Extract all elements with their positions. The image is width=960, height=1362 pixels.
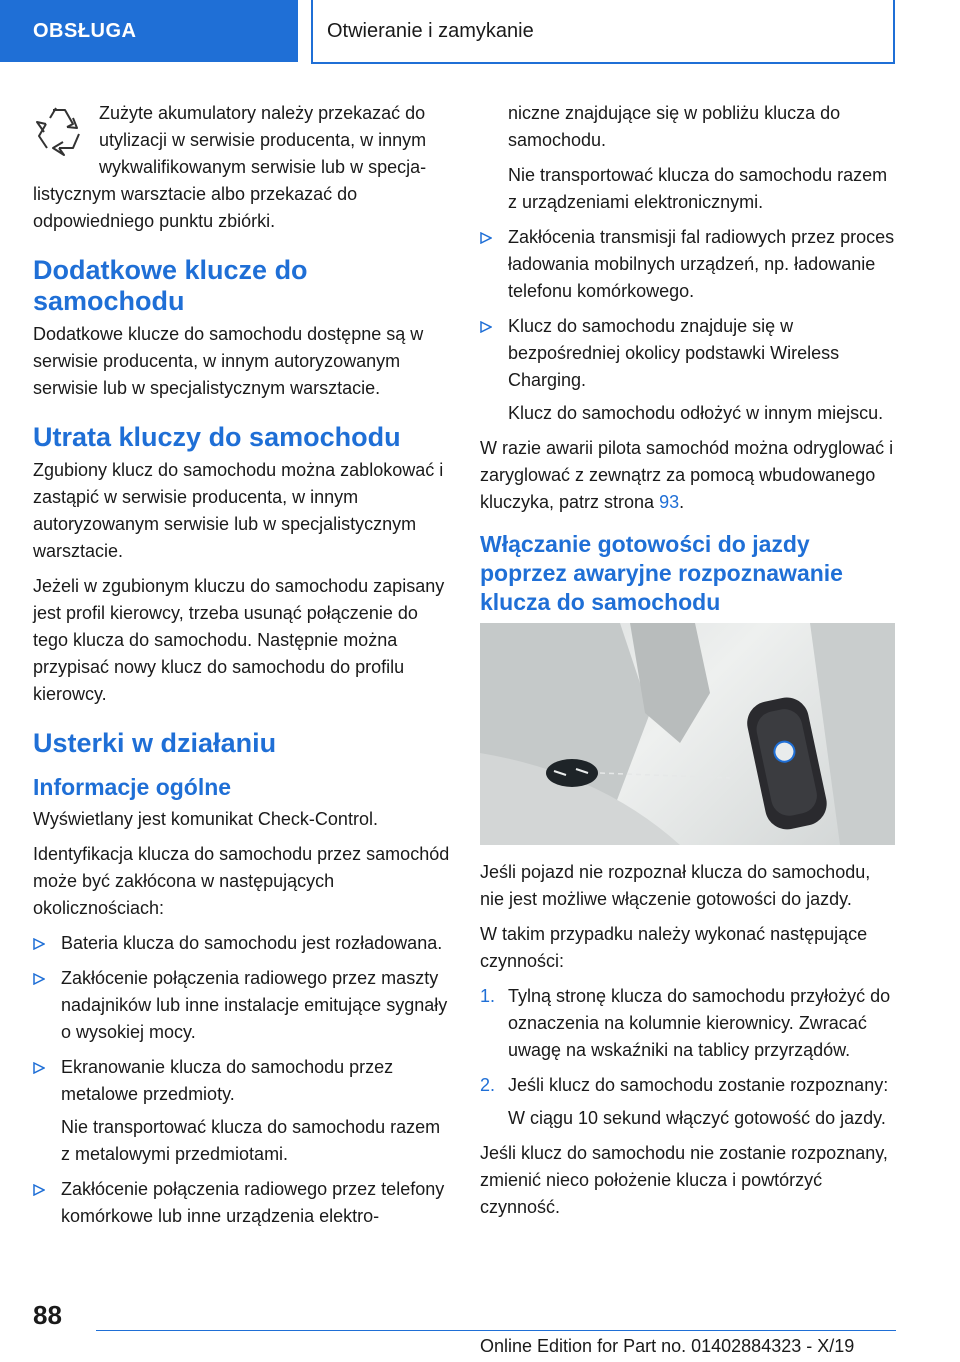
list-item: [33, 965, 453, 1046]
triangle-bullet-icon: [33, 1184, 45, 1196]
paragraph-retry: Jeśli klucz do samochodu nie zostanie rozpoznany, zmienić nieco położenie klucza i powtórzyć czynność.: [480, 1143, 888, 1217]
list-item-continued: [480, 100, 896, 216]
list-item: [33, 1176, 453, 1230]
list-item-note: Klucz do samochodu odłożyć w innym miejscu.: [508, 403, 884, 423]
recycle-text-indented-2: wykwalifikowanym serwisie lub w specja-: [99, 157, 427, 177]
recycle-text-first-line: Zużyte akumulatory należy przekazać do: [99, 103, 426, 123]
heading-general-info: Informacje ogólne: [33, 774, 232, 800]
paragraph-identification: Identyfikacja klucza do samochodu przez samochód może być zakłócona w następujących okolicznościach:: [33, 844, 450, 918]
list-item: [480, 1072, 896, 1132]
list-item-text: Zakłócenie połączenia radiowego przez maszty nadajników lub inne instalacje emitujące sygnały o wysokiej mocy.: [61, 968, 448, 1042]
step-number: 2.: [480, 1075, 496, 1095]
list-item-text: Ekranowanie klucza do samochodu przez metalowe przedmioty.: [61, 1057, 394, 1104]
page-number: 88: [33, 1300, 62, 1330]
paragraph-lost-keys-2: Jeżeli w zgubionym kluczu do samochodu zapisany jest profil kierowcy, trzeba usunąć połączenie do tego klucza do samochodu. Następnie można przypisać nowy klucz do samochodu do profilu kierowcy.: [33, 576, 445, 704]
recycle-note: [33, 100, 453, 235]
heading-lost-keys: Utrata kluczy do samochodu: [33, 422, 401, 452]
list-item-text: Klucz do samochodu znajduje się w bezpośredniej okolicy podstawki Wireless Charging.: [508, 316, 840, 390]
chapter-title: Otwieranie i zamykanie: [327, 19, 534, 42]
step-note: W ciągu 10 sekund włączyć gotowość do jazdy.: [508, 1108, 886, 1128]
triangle-bullet-icon: [480, 321, 492, 333]
recycle-text-wrapped: listycznym warsztacie albo przekazać do odpowiedniego punktu zbiórki.: [33, 184, 358, 231]
heading-faults: Usterki w działaniu: [33, 728, 277, 758]
paragraph-lost-keys-1: Zgubiony klucz do samochodu można zablokować i zastąpić w serwisie producenta, w innym autoryzowanym serwisie lub w specjalistycznym warsztacie.: [33, 460, 444, 561]
paragraph-remote-failure: [480, 435, 896, 516]
list-item: [33, 1054, 453, 1168]
triangle-bullet-icon: [33, 938, 45, 950]
chapter-tab: [311, 0, 895, 64]
list-item: [480, 224, 896, 305]
right-column: [480, 100, 896, 1229]
paragraph-check-control: Wyświetlany jest komunikat Check-Control.: [33, 809, 378, 829]
list-item-text: Zakłócenia transmisji fal radiowych przez proces ładowania mobilnych urządzeń, np. ładowanie telefonu komórkowego.: [508, 227, 895, 301]
list-item: [480, 983, 896, 1064]
section-tab: [0, 0, 298, 62]
list-item-note: Nie transportować klucza do samochodu razem z urządzeniami elektronicznymi.: [508, 165, 888, 212]
recycle-text-indented: utylizacji w serwisie producenta, w innym: [99, 130, 427, 150]
remote-failure-text: W razie awarii pilota samochód można odryglować i zaryglować z zewnątrz za pomocą wbudowanego kluczyka, patrz strona: [480, 438, 894, 512]
list-item-text: niczne znajdujące się w pobliżu klucza do samochodu.: [508, 103, 841, 150]
steering-column-key-photo: [480, 623, 895, 845]
step-number: 1.: [480, 986, 496, 1006]
step-text: Tylną stronę klucza do samochodu przyłożyć do oznaczenia na kolumnie kierownicy. Zwracać uwagę na wskaźniki na tablicy przyrządów.: [508, 986, 891, 1060]
key-photo-illustration: [480, 623, 895, 845]
remote-failure-end: .: [679, 492, 685, 512]
paragraph-extra-keys: Dodatkowe klucze do samochodu dostępne są w serwisie producenta, w innym autoryzowanym serwisie lub w specjalistycznym warsztacie.: [33, 324, 424, 398]
recycle-icon: [33, 104, 85, 160]
list-item: [33, 930, 453, 957]
heading-extra-keys: Dodatkowe klucze do samochodu: [33, 255, 308, 316]
list-item-text: Bateria klucza do samochodu jest rozładowana.: [61, 933, 443, 953]
left-column: [33, 100, 453, 1238]
list-item-text: Zakłócenie połączenia radiowego przez telefony komórkowe lub inne urządzenia elektro-: [61, 1179, 445, 1226]
page-reference-link[interactable]: 93: [659, 492, 680, 512]
footer-divider: [96, 1330, 896, 1331]
heading-emergency-detection: Włączanie gotowości do jazdy poprzez awaryjne rozpoznawanie klucza do samochodu: [480, 531, 843, 615]
paragraph-not-recognized: Jeśli pojazd nie rozpoznał klucza do samochodu, nie jest możliwe włączenie gotowości do jazdy.: [480, 862, 871, 909]
list-item: [480, 313, 896, 427]
list-item-note: Nie transportować klucza do samochodu razem z metalowymi przedmiotami.: [61, 1117, 441, 1164]
footer-edition: Online Edition for Part no. 01402884323 - X/19: [480, 1336, 855, 1356]
triangle-bullet-icon: [33, 1062, 45, 1074]
section-title: OBSŁUGA: [33, 19, 137, 42]
paragraph-do-steps: W takim przypadku należy wykonać następujące czynności:: [480, 924, 868, 971]
triangle-bullet-icon: [33, 973, 45, 985]
step-text: Jeśli klucz do samochodu zostanie rozpoznany:: [508, 1075, 889, 1095]
steps-list: [480, 983, 896, 1132]
fault-list-right: [480, 224, 896, 427]
triangle-bullet-icon: [480, 232, 492, 244]
fault-list-left: [33, 930, 453, 1230]
recycle-text-rest: [33, 127, 453, 235]
